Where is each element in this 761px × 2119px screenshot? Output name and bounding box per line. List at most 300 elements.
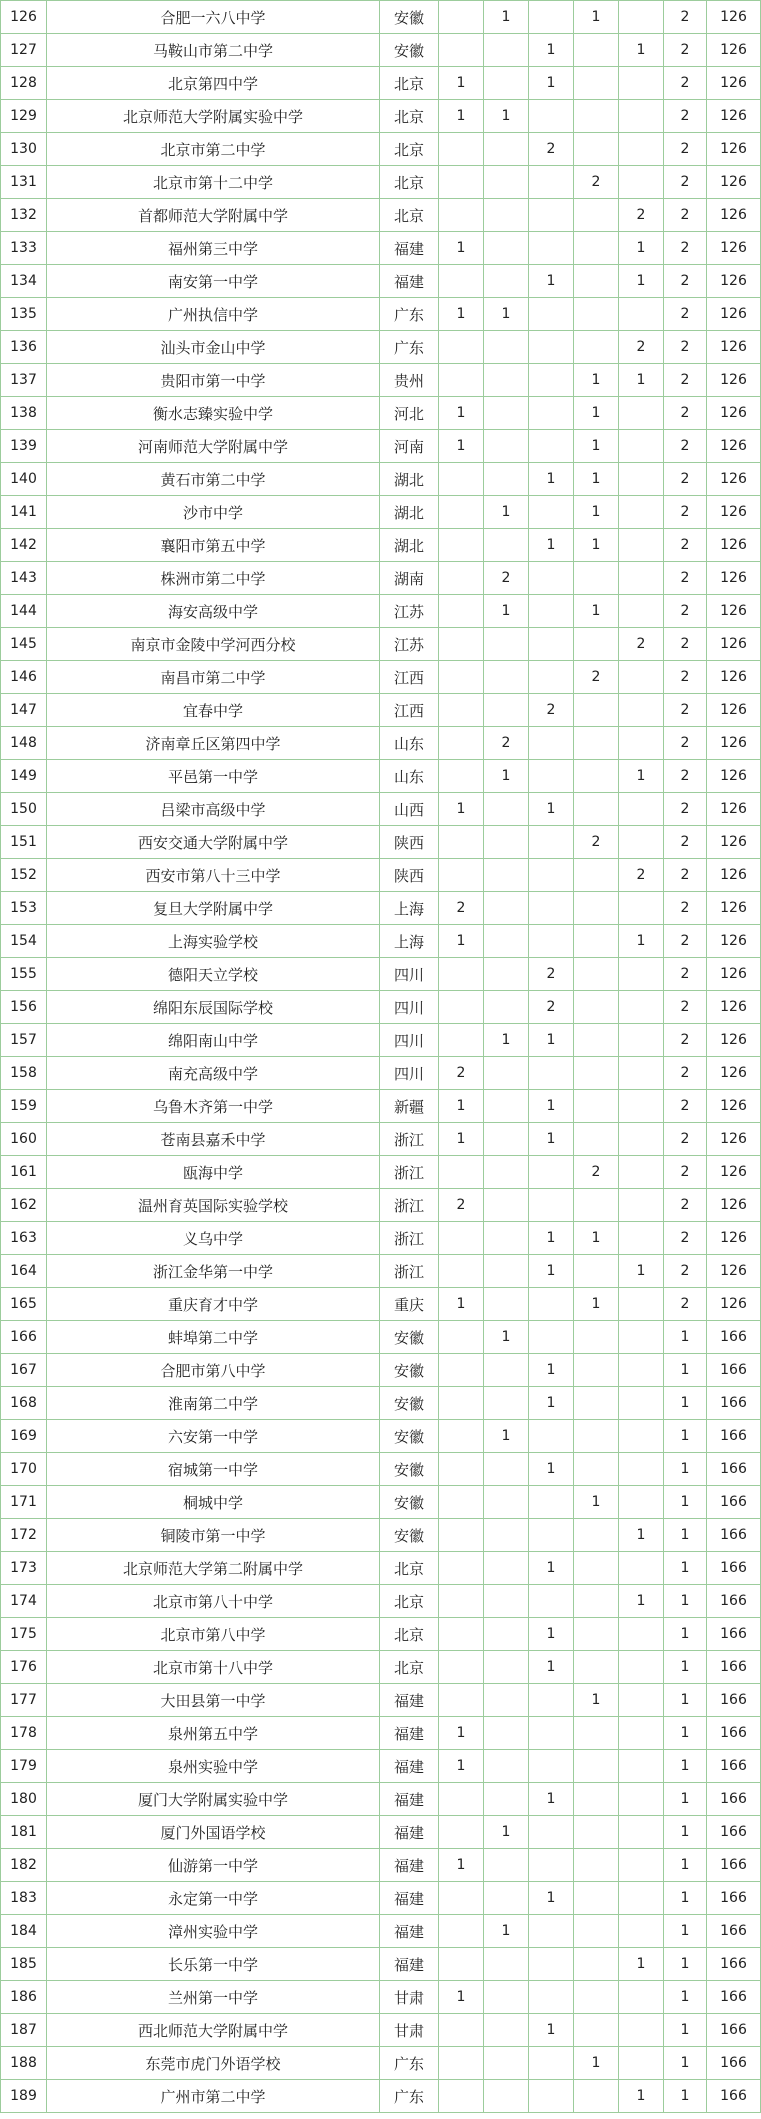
row-number-cell: 141 [1,496,47,529]
row-number-cell: 174 [1,1585,47,1618]
school-name-cell: 桐城中学 [47,1486,380,1519]
count-col-4-cell [574,34,619,67]
table-row [1,1552,761,1585]
count-col-4-cell [574,694,619,727]
province-name-cell: 四川 [380,1057,439,1090]
rank-value-cell: 126 [707,694,761,727]
count-col-5-cell: 1 [619,265,664,298]
school-name-cell: 泉州实验中学 [47,1750,380,1783]
count-col-5-cell [619,1123,664,1156]
rank-value-cell: 126 [707,727,761,760]
count-col-5-cell [619,1915,664,1948]
school-name-cell: 泉州第五中学 [47,1717,380,1750]
rank-value-cell: 166 [707,1981,761,2014]
province-name-cell: 北京 [380,67,439,100]
count-col-4-cell [574,727,619,760]
count-col-1-cell [439,1882,484,1915]
count-col-3-cell [529,1816,574,1849]
table-row [1,1,761,34]
row-number-cell: 175 [1,1618,47,1651]
table-row [1,1948,761,1981]
count-col-3-cell: 1 [529,1651,574,1684]
count-col-4-cell: 1 [574,397,619,430]
count-col-5-cell [619,727,664,760]
province-name-cell: 福建 [380,1816,439,1849]
count-col-1-cell [439,1552,484,1585]
total-count-cell: 1 [664,1651,707,1684]
table-row [1,1618,761,1651]
province-name-cell: 四川 [380,1024,439,1057]
rank-value-cell: 126 [707,496,761,529]
count-col-4-cell [574,859,619,892]
count-col-5-cell [619,100,664,133]
count-col-2-cell [484,1684,529,1717]
school-name-cell: 福州第三中学 [47,232,380,265]
school-name-cell: 汕头市金山中学 [47,331,380,364]
province-name-cell: 浙江 [380,1189,439,1222]
total-count-cell: 2 [664,760,707,793]
total-count-cell: 1 [664,1420,707,1453]
school-name-cell: 南京市金陵中学河西分校 [47,628,380,661]
rank-value-cell: 166 [707,1684,761,1717]
count-col-2-cell [484,925,529,958]
row-number-cell: 131 [1,166,47,199]
school-name-cell: 贵阳市第一中学 [47,364,380,397]
count-col-2-cell: 1 [484,1,529,34]
row-number-cell: 143 [1,562,47,595]
rank-value-cell: 126 [707,892,761,925]
row-number-cell: 184 [1,1915,47,1948]
table-row [1,1123,761,1156]
table-row [1,1255,761,1288]
row-number-cell: 170 [1,1453,47,1486]
count-col-3-cell [529,496,574,529]
total-count-cell: 1 [664,1552,707,1585]
count-col-4-cell [574,1816,619,1849]
table-row [1,859,761,892]
province-name-cell: 湖北 [380,529,439,562]
province-name-cell: 安徽 [380,1453,439,1486]
count-col-4-cell: 1 [574,529,619,562]
row-number-cell: 134 [1,265,47,298]
table-row [1,1915,761,1948]
row-number-cell: 158 [1,1057,47,1090]
school-name-cell: 淮南第二中学 [47,1387,380,1420]
count-col-2-cell [484,34,529,67]
count-col-1-cell [439,991,484,1024]
count-col-2-cell [484,1156,529,1189]
province-name-cell: 福建 [380,1783,439,1816]
row-number-cell: 162 [1,1189,47,1222]
count-col-4-cell [574,1090,619,1123]
school-name-cell: 西北师范大学附属中学 [47,2014,380,2047]
row-number-cell: 132 [1,199,47,232]
row-number-cell: 152 [1,859,47,892]
count-col-4-cell [574,1552,619,1585]
count-col-5-cell [619,1057,664,1090]
total-count-cell: 2 [664,133,707,166]
count-col-5-cell [619,2014,664,2047]
school-name-cell: 厦门大学附属实验中学 [47,1783,380,1816]
count-col-2-cell: 1 [484,1024,529,1057]
row-number-cell: 145 [1,628,47,661]
row-number-cell: 148 [1,727,47,760]
count-col-5-cell [619,826,664,859]
table-row [1,1684,761,1717]
count-col-1-cell [439,529,484,562]
count-col-3-cell [529,430,574,463]
table-row [1,496,761,529]
count-col-2-cell [484,2014,529,2047]
count-col-3-cell [529,1585,574,1618]
count-col-4-cell: 1 [574,595,619,628]
rank-value-cell: 166 [707,2014,761,2047]
school-name-cell: 南昌市第二中学 [47,661,380,694]
total-count-cell: 1 [664,1453,707,1486]
school-name-cell: 北京师范大学附属实验中学 [47,100,380,133]
count-col-5-cell [619,958,664,991]
rank-value-cell: 166 [707,1585,761,1618]
table-row [1,958,761,991]
school-name-cell: 绵阳南山中学 [47,1024,380,1057]
count-col-3-cell [529,826,574,859]
province-name-cell: 河北 [380,397,439,430]
province-name-cell: 福建 [380,1849,439,1882]
table-row [1,1090,761,1123]
count-col-1-cell [439,1915,484,1948]
rank-value-cell: 126 [707,199,761,232]
count-col-1-cell: 1 [439,100,484,133]
count-col-5-cell [619,595,664,628]
count-col-5-cell [619,1981,664,2014]
count-col-1-cell [439,1354,484,1387]
count-col-1-cell: 1 [439,1288,484,1321]
count-col-1-cell: 1 [439,67,484,100]
count-col-2-cell [484,1948,529,1981]
rank-value-cell: 166 [707,1651,761,1684]
count-col-4-cell [574,562,619,595]
rank-value-cell: 126 [707,133,761,166]
row-number-cell: 183 [1,1882,47,1915]
total-count-cell: 2 [664,1255,707,1288]
count-col-4-cell: 1 [574,2047,619,2080]
count-col-2-cell [484,1750,529,1783]
school-name-cell: 马鞍山市第二中学 [47,34,380,67]
count-col-3-cell: 1 [529,1552,574,1585]
count-col-2-cell [484,331,529,364]
count-col-4-cell [574,1585,619,1618]
rank-value-cell: 126 [707,661,761,694]
count-col-5-cell [619,1882,664,1915]
rank-value-cell: 126 [707,1123,761,1156]
count-col-3-cell [529,397,574,430]
count-col-5-cell: 1 [619,2080,664,2113]
count-col-2-cell [484,1981,529,2014]
count-col-5-cell [619,529,664,562]
count-col-1-cell [439,1222,484,1255]
count-col-3-cell [529,661,574,694]
table-row [1,991,761,1024]
province-name-cell: 福建 [380,1717,439,1750]
province-name-cell: 山东 [380,760,439,793]
total-count-cell: 1 [664,1849,707,1882]
count-col-2-cell [484,661,529,694]
count-col-5-cell [619,1783,664,1816]
total-count-cell: 2 [664,1024,707,1057]
rank-value-cell: 126 [707,397,761,430]
count-col-4-cell [574,1948,619,1981]
count-col-5-cell: 1 [619,232,664,265]
count-col-3-cell [529,1486,574,1519]
count-col-4-cell [574,1618,619,1651]
row-number-cell: 135 [1,298,47,331]
table-row [1,2014,761,2047]
table-row [1,1453,761,1486]
school-name-cell: 北京市第二中学 [47,133,380,166]
count-col-2-cell [484,1618,529,1651]
province-name-cell: 安徽 [380,1,439,34]
count-col-4-cell [574,67,619,100]
count-col-4-cell [574,1024,619,1057]
province-name-cell: 北京 [380,1651,439,1684]
count-col-2-cell [484,793,529,826]
school-name-cell: 大田县第一中学 [47,1684,380,1717]
total-count-cell: 1 [664,1387,707,1420]
count-col-1-cell: 2 [439,1189,484,1222]
count-col-1-cell: 1 [439,1981,484,2014]
total-count-cell: 2 [664,793,707,826]
row-number-cell: 159 [1,1090,47,1123]
count-col-5-cell [619,1189,664,1222]
count-col-3-cell [529,760,574,793]
table-row [1,67,761,100]
row-number-cell: 151 [1,826,47,859]
school-name-cell: 复旦大学附属中学 [47,892,380,925]
province-name-cell: 山东 [380,727,439,760]
count-col-5-cell [619,133,664,166]
total-count-cell: 1 [664,1354,707,1387]
count-col-3-cell: 1 [529,1882,574,1915]
count-col-4-cell [574,265,619,298]
count-col-3-cell [529,364,574,397]
total-count-cell: 2 [664,463,707,496]
count-col-3-cell: 1 [529,1222,574,1255]
table-row [1,1585,761,1618]
total-count-cell: 2 [664,298,707,331]
count-col-2-cell [484,1882,529,1915]
rank-value-cell: 166 [707,1486,761,1519]
table-row [1,2047,761,2080]
count-col-4-cell [574,760,619,793]
count-col-3-cell [529,628,574,661]
count-col-3-cell [529,100,574,133]
row-number-cell: 187 [1,2014,47,2047]
count-col-2-cell [484,1387,529,1420]
count-col-5-cell [619,661,664,694]
school-name-cell: 铜陵市第一中学 [47,1519,380,1552]
count-col-5-cell [619,397,664,430]
count-col-4-cell [574,1321,619,1354]
total-count-cell: 2 [664,826,707,859]
count-col-2-cell: 1 [484,496,529,529]
count-col-1-cell [439,199,484,232]
total-count-cell: 2 [664,1156,707,1189]
count-col-2-cell [484,430,529,463]
total-count-cell: 1 [664,1882,707,1915]
province-name-cell: 浙江 [380,1123,439,1156]
school-name-cell: 平邑第一中学 [47,760,380,793]
count-col-2-cell: 1 [484,1816,529,1849]
count-col-5-cell: 1 [619,1585,664,1618]
school-name-cell: 河南师范大学附属中学 [47,430,380,463]
total-count-cell: 2 [664,694,707,727]
count-col-3-cell [529,1948,574,1981]
table-row [1,529,761,562]
count-col-2-cell: 1 [484,100,529,133]
count-col-5-cell [619,2047,664,2080]
count-col-3-cell: 1 [529,1090,574,1123]
rank-value-cell: 126 [707,166,761,199]
count-col-4-cell [574,991,619,1024]
school-name-cell: 乌鲁木齐第一中学 [47,1090,380,1123]
province-name-cell: 湖北 [380,496,439,529]
row-number-cell: 129 [1,100,47,133]
province-name-cell: 福建 [380,1750,439,1783]
count-col-3-cell [529,1684,574,1717]
count-col-2-cell [484,364,529,397]
table-row [1,1189,761,1222]
count-col-2-cell [484,958,529,991]
count-col-2-cell [484,1222,529,1255]
count-col-4-cell [574,100,619,133]
row-number-cell: 130 [1,133,47,166]
row-number-cell: 163 [1,1222,47,1255]
row-number-cell: 179 [1,1750,47,1783]
province-name-cell: 福建 [380,1948,439,1981]
count-col-1-cell [439,1486,484,1519]
count-col-2-cell: 2 [484,562,529,595]
row-number-cell: 127 [1,34,47,67]
school-name-cell: 合肥一六八中学 [47,1,380,34]
count-col-4-cell [574,2014,619,2047]
total-count-cell: 2 [664,1222,707,1255]
row-number-cell: 176 [1,1651,47,1684]
province-name-cell: 浙江 [380,1222,439,1255]
count-col-1-cell [439,760,484,793]
rank-value-cell: 166 [707,2047,761,2080]
table-row [1,727,761,760]
total-count-cell: 2 [664,1189,707,1222]
count-col-4-cell [574,628,619,661]
count-col-2-cell [484,1783,529,1816]
rank-value-cell: 166 [707,1618,761,1651]
total-count-cell: 2 [664,892,707,925]
school-name-cell: 瓯海中学 [47,1156,380,1189]
rank-value-cell: 166 [707,1750,761,1783]
count-col-3-cell [529,1849,574,1882]
count-col-1-cell [439,1321,484,1354]
count-col-5-cell: 1 [619,34,664,67]
count-col-1-cell: 1 [439,397,484,430]
count-col-3-cell [529,331,574,364]
count-col-5-cell [619,1,664,34]
count-col-3-cell: 1 [529,34,574,67]
count-col-4-cell [574,1783,619,1816]
count-col-5-cell: 1 [619,364,664,397]
total-count-cell: 1 [664,1717,707,1750]
count-col-5-cell [619,1354,664,1387]
province-name-cell: 浙江 [380,1156,439,1189]
count-col-4-cell [574,1717,619,1750]
table-row [1,1387,761,1420]
school-name-cell: 绵阳东辰国际学校 [47,991,380,1024]
count-col-1-cell [439,1783,484,1816]
table-row [1,1519,761,1552]
row-number-cell: 156 [1,991,47,1024]
table-row [1,694,761,727]
row-number-cell: 172 [1,1519,47,1552]
count-col-4-cell [574,1255,619,1288]
row-number-cell: 167 [1,1354,47,1387]
count-col-4-cell: 2 [574,166,619,199]
count-col-2-cell: 1 [484,1321,529,1354]
province-name-cell: 甘肃 [380,2014,439,2047]
count-col-1-cell [439,628,484,661]
table-row [1,1156,761,1189]
count-col-3-cell: 2 [529,991,574,1024]
rank-value-cell: 126 [707,67,761,100]
total-count-cell: 1 [664,2014,707,2047]
count-col-4-cell: 1 [574,463,619,496]
rank-value-cell: 126 [707,430,761,463]
school-name-cell: 浙江金华第一中学 [47,1255,380,1288]
count-col-4-cell [574,1750,619,1783]
rank-value-cell: 166 [707,1849,761,1882]
count-col-4-cell: 2 [574,826,619,859]
count-col-1-cell [439,1453,484,1486]
province-name-cell: 广东 [380,298,439,331]
table-row [1,1222,761,1255]
row-number-cell: 136 [1,331,47,364]
school-name-cell: 宜春中学 [47,694,380,727]
count-col-1-cell [439,1420,484,1453]
count-col-5-cell [619,430,664,463]
table-row [1,892,761,925]
row-number-cell: 133 [1,232,47,265]
total-count-cell: 1 [664,1948,707,1981]
count-col-2-cell [484,166,529,199]
table-row [1,1750,761,1783]
school-name-cell: 北京第四中学 [47,67,380,100]
total-count-cell: 2 [664,595,707,628]
row-number-cell: 173 [1,1552,47,1585]
school-name-cell: 德阳天立学校 [47,958,380,991]
school-name-cell: 广州市第二中学 [47,2080,380,2113]
count-col-1-cell [439,133,484,166]
count-col-3-cell: 1 [529,67,574,100]
count-col-5-cell [619,1090,664,1123]
count-col-4-cell: 2 [574,661,619,694]
school-name-cell: 株洲市第二中学 [47,562,380,595]
province-name-cell: 新疆 [380,1090,439,1123]
count-col-3-cell: 1 [529,463,574,496]
total-count-cell: 1 [664,1816,707,1849]
count-col-1-cell [439,463,484,496]
table-row [1,397,761,430]
province-name-cell: 福建 [380,1684,439,1717]
count-col-2-cell [484,67,529,100]
count-col-1-cell: 1 [439,1750,484,1783]
